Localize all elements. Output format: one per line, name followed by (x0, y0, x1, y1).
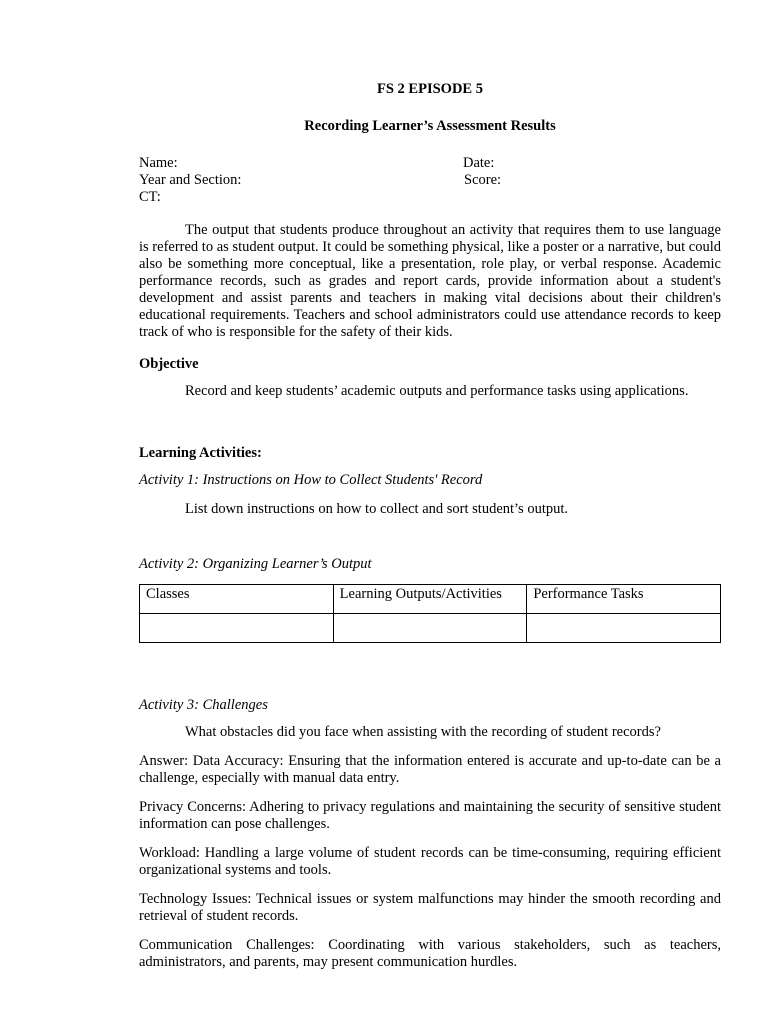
answer-data-accuracy: Answer: Data Accuracy: Ensuring that the information entered is accurate and up-to-date can be a challenge, especially with manual data entry. (139, 753, 721, 786)
column-header-learning-outputs: Learning Outputs/Activities (333, 585, 527, 614)
activity1-text: List down instructions on how to collect and sort student’s output. (185, 501, 569, 517)
table-row (140, 614, 721, 643)
objective-text: Record and keep students’ academic outputs and performance tasks using applications. (185, 383, 689, 399)
date-label: Date: (463, 155, 495, 171)
year-section-label: Year and Section: (139, 172, 242, 188)
intro-paragraph: The output that students produce throughout an activity that requires them to use language is referred to as student output. It could be something physical, like a poster or a narrative, but could also be something more conceptual, like a presentation, role play, or verbal response. Academic performance records, such as grades and report cards, provide information about a student's development and assist parents and teachers in making vital decisions about their children's educational requirements. Teachers and school administrators could use attendance records to keep track of who is responsible for the safety of their kids. (139, 222, 721, 340)
document-subtitle: Recording Learner’s Assessment Results (304, 118, 556, 134)
info-fields (139, 155, 721, 206)
table-cell (333, 614, 527, 643)
name-label: Name: (139, 155, 178, 171)
column-header-classes: Classes (140, 585, 334, 614)
output-table (139, 584, 721, 643)
activity3-question: What obstacles did you face when assisting with the recording of student records? (185, 724, 661, 740)
learning-activities-heading: Learning Activities: (139, 445, 262, 461)
answer-communication-challenges: Communication Challenges: Coordinating with various stakeholders, such as teachers, administrators, and parents, may present communication hurdles. (139, 937, 721, 970)
activity1-heading: Activity 1: Instructions on How to Collect Students' Record (139, 472, 483, 488)
answer-workload: Workload: Handling a large volume of student records can be time-consuming, requiring efficient organizational systems and tools. (139, 845, 721, 878)
ct-label: CT: (139, 189, 161, 205)
activity3-heading: Activity 3: Challenges (139, 697, 268, 713)
table-cell (140, 614, 334, 643)
objective-heading: Objective (139, 356, 199, 372)
column-header-performance-tasks: Performance Tasks (527, 585, 721, 614)
answer-privacy-concerns: Privacy Concerns: Adhering to privacy regulations and maintaining the security of sensitive student information can pose challenges. (139, 799, 721, 832)
activity2-heading: Activity 2: Organizing Learner’s Output (139, 556, 372, 572)
score-label: Score: (464, 172, 502, 188)
answer-technology-issues: Technology Issues: Technical issues or system malfunctions may hinder the smooth recording and retrieval of student records. (139, 891, 721, 924)
document-title: FS 2 EPISODE 5 (377, 81, 483, 97)
table-cell (527, 614, 721, 643)
